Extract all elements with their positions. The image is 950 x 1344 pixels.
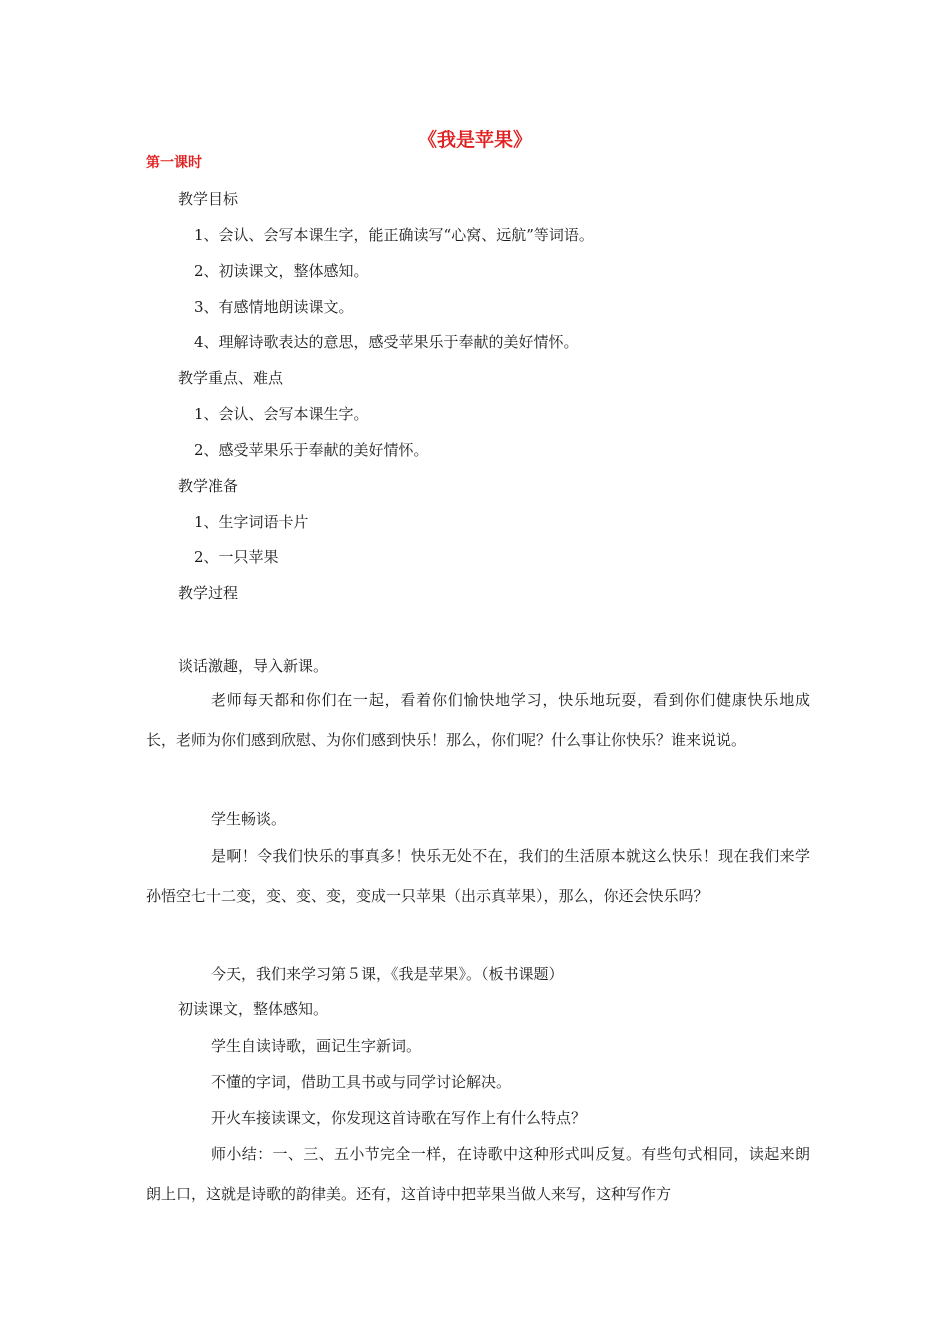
key-item: 2、感受苹果乐于奉献的美好情怀。: [194, 441, 429, 459]
key-item: 1、会认、会写本课生字。: [194, 405, 369, 423]
paragraph: 是啊！令我们快乐的事真多！快乐无处不在，我们的生活原本就这么快乐！现在我们来学孙悟空七十二变，变、变、变，变成一只苹果（出示真苹果），那么，你还会快乐吗？: [146, 847, 810, 905]
section-heading: 初读课文，整体感知。: [178, 1000, 329, 1018]
prep-heading: 教学准备: [178, 477, 239, 495]
key-heading: 教学重点、难点: [178, 369, 284, 387]
page-title: 《我是苹果》: [417, 129, 532, 151]
prep-item: 2、一只苹果: [194, 548, 279, 566]
lesson-label: 第一课时: [146, 155, 202, 171]
process-heading: 教学过程: [178, 584, 239, 602]
prep-item: 1、生字词语卡片: [194, 513, 309, 531]
goal-item: 4、理解诗歌表达的意思，感受苹果乐于奉献的美好情怀。: [194, 333, 579, 351]
paragraph: 开火车接读课文，你发现这首诗歌在写作上有什么特点？: [211, 1109, 587, 1127]
paragraph: 今天，我们来学习第５课，《我是苹果》。（板书课题）: [211, 965, 564, 983]
section-heading: 谈话激趣，导入新课。: [178, 657, 329, 675]
goals-heading: 教学目标: [178, 190, 239, 208]
goal-item: 2、初读课文，整体感知。: [194, 262, 369, 280]
paragraph: 师小结：一、三、五小节完全一样，在诗歌中这种形式叫反复。有些句式相同，读起来朗朗上口，这就是诗歌的韵律美。还有，这首诗中把苹果当做人来写，这种写作方: [146, 1145, 810, 1203]
paragraph: 学生自读诗歌，画记生字新词。: [211, 1037, 422, 1055]
goal-item: 3、有感情地朗读课文。: [194, 298, 354, 316]
paragraph: 老师每天都和你们在一起，看着你们愉快地学习，快乐地玩耍，看到你们健康快乐地成长，老师为你们感到欣慰、为你们感到快乐！那么，你们呢？什么事让你快乐？谁来说说。: [146, 691, 810, 749]
goal-item: 1、会认、会写本课生字，能正确读写“心窝、远航”等词语。: [194, 226, 594, 244]
paragraph: 学生畅谈。: [211, 810, 287, 828]
paragraph: 不懂的字词，借助工具书或与同学讨论解决。: [211, 1073, 512, 1091]
